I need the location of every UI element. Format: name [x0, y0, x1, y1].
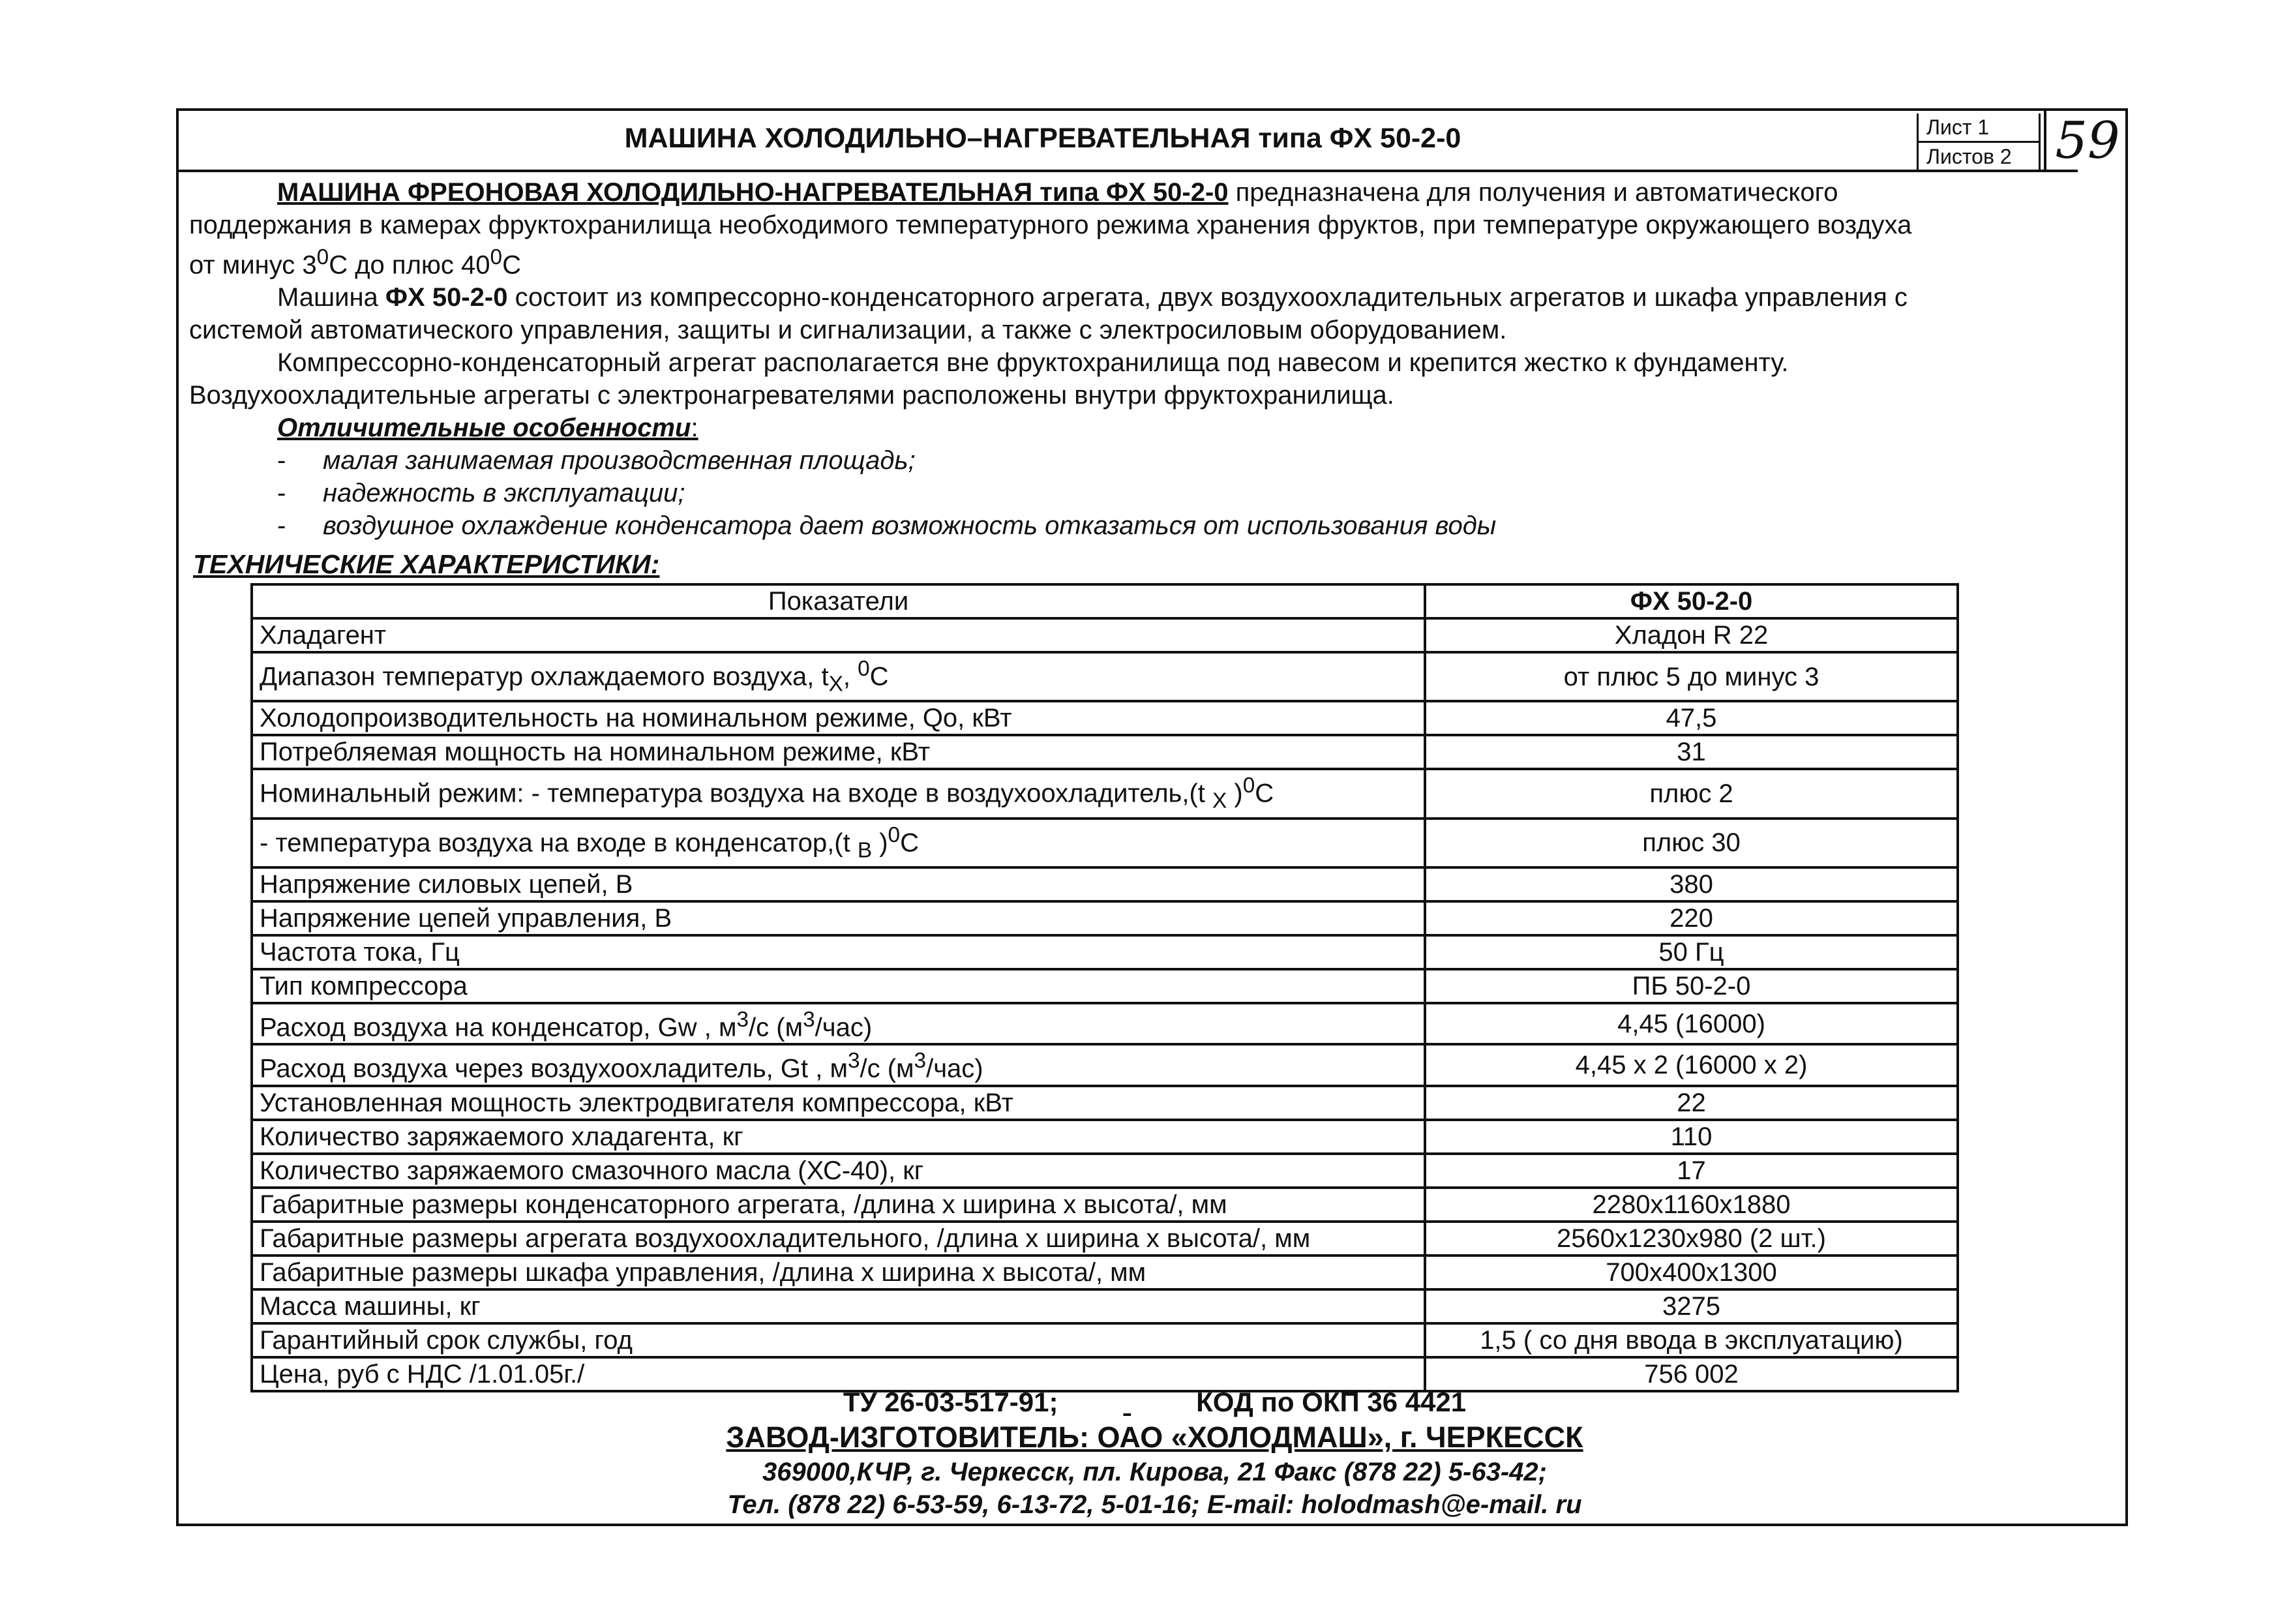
value-cell: 110 [1425, 1120, 1958, 1154]
bullet-dash: - [277, 479, 286, 508]
text-fragment: - температура воздуха на входе в конденсатор,(t [260, 828, 858, 857]
value-cell: 220 [1425, 901, 1958, 935]
title-row [179, 111, 2078, 172]
feature-text: воздушное охлаждение конденсатора дает возможность отказаться от использования воды [323, 511, 1497, 541]
value-cell: 50 Гц [1425, 935, 1958, 969]
intro-paragraph-3: Компрессорно-конденсаторный агрегат располагается вне фруктохранилища под навесом и крепится жестко к фундаменту. [277, 348, 1789, 378]
text-fragment: Расход воздуха через воздухоохладитель, Gt , м [260, 1054, 848, 1083]
spec-table-header [252, 584, 1958, 618]
table-row [252, 935, 1958, 969]
sheet-number: Лист 1 [1919, 113, 2039, 143]
intro-lead-bold: МАШИНА ФРЕОНОВАЯ ХОЛОДИЛЬНО-НАГРЕВАТЕЛЬНАЯ типа ФХ 50-2-0 [277, 178, 1229, 207]
feature-item [189, 444, 2119, 477]
superscript: 0 [490, 245, 503, 269]
superscript: 3 [803, 1007, 815, 1032]
param-cell: Цена, руб с НДС /1.01.05г./ [252, 1357, 1425, 1391]
param-cell: Холодопроизводительность на номинальном режиме, Qo, кВт [252, 701, 1425, 735]
text-fragment: от минус 3 [189, 250, 317, 280]
text-fragment: С до плюс 40 [329, 250, 490, 280]
intro-paragraph-3-line-2: Воздухоохладительные агрегаты с электронагревателями расположены внутри фруктохранилища. [189, 381, 1394, 410]
table-row [252, 701, 1958, 735]
feature-item [189, 509, 2119, 542]
value-cell: 700х400х1300 [1425, 1256, 1958, 1289]
table-row [252, 901, 1958, 935]
intro-section [189, 176, 2119, 542]
subscript: X [828, 672, 843, 697]
value-cell: 2280х1160х1880 [1425, 1188, 1958, 1222]
value-cell: Хладон R 22 [1425, 618, 1958, 652]
table-row [252, 819, 1958, 867]
table-row [252, 1188, 1958, 1222]
subscript: X [1212, 789, 1227, 813]
param-cell: Габаритные размеры конденсаторного агрегата, /длина х ширина х высота/, мм [252, 1188, 1425, 1222]
value-cell: от плюс 5 до минус 3 [1425, 652, 1958, 701]
footer [179, 1385, 2131, 1521]
param-cell [252, 819, 1425, 867]
address: 369000,КЧР, г. Черкесск, пл. Кирова, 21 Факс (878 22) 5-63-42; [762, 1458, 1547, 1486]
param-cell: Количество заряжаемого хладагента, кг [252, 1120, 1425, 1154]
text-fragment: С [502, 250, 521, 280]
bullet-dash: - [277, 511, 286, 541]
value-cell: 4,45 х 2 (16000 х 2) [1425, 1044, 1958, 1085]
table-row [252, 1289, 1958, 1323]
table-row [252, 652, 1958, 701]
table-row [252, 1086, 1958, 1120]
table-row [252, 969, 1958, 1003]
document-title: МАШИНА ХОЛОДИЛЬНО–НАГРЕВАТЕЛЬНАЯ типа ФХ 50-2-0 [624, 123, 1461, 154]
value-cell: 1,5 ( со дня ввода в эксплуатацию) [1425, 1323, 1958, 1357]
param-cell: Количество заряжаемого смазочного масла (ХС-40), кг [252, 1154, 1425, 1188]
features-title: Отличительные особенности [277, 414, 691, 443]
feature-text: малая занимаемая производственная площадь; [323, 446, 916, 475]
param-cell: Габаритные размеры шкафа управления, /длина х ширина х высота/, мм [252, 1256, 1425, 1289]
model-name: ФХ 50-2-0 [385, 283, 508, 312]
intro-paragraph-2 [189, 281, 2119, 314]
text-fragment: С [900, 828, 919, 857]
feature-text: надежность в эксплуатации; [323, 479, 685, 508]
table-row [252, 769, 1958, 818]
param-cell: Хладагент [252, 618, 1425, 652]
text-fragment: Номинальный режим: - температура воздуха на входе в воздухоохладитель,(t [260, 779, 1213, 808]
intro-paragraph-2-line-2: системой автоматического управления, защиты и сигнализации, а также с электросиловым оборудованием. [189, 316, 1507, 345]
okp-code: КОД по ОКП 36 4421 [1196, 1387, 1467, 1417]
value-cell: плюс 30 [1425, 819, 1958, 867]
text-fragment: С [869, 662, 889, 691]
table-row [252, 1003, 1958, 1044]
intro-line-3 [189, 241, 2119, 281]
tech-specs-heading: ТЕХНИЧЕСКИЕ ХАРАКТЕРИСТИКИ: [193, 549, 660, 579]
sheets-total: Листов 2 [1926, 145, 2012, 168]
footer-codes [179, 1385, 2131, 1419]
features-heading [189, 412, 2119, 444]
param-cell [252, 1044, 1425, 1085]
value-cell: 4,45 (16000) [1425, 1003, 1958, 1044]
manufacturer: ЗАВОД-ИЗГОТОВИТЕЛЬ: ОАО «ХОЛОДМАШ», г. ЧЕРКЕССК [726, 1421, 1583, 1454]
param-cell: Напряжение силовых цепей, В [252, 867, 1425, 901]
column-header-parameter: Показатели [252, 584, 1425, 618]
text-fragment: /час) [926, 1054, 983, 1083]
text-fragment: Диапазон температур охлаждаемого воздуха, t [260, 662, 829, 691]
table-row [252, 1044, 1958, 1085]
superscript: 3 [847, 1049, 860, 1074]
features-colon: : [691, 414, 698, 443]
superscript: 3 [736, 1007, 749, 1032]
param-cell: Тип компрессора [252, 969, 1425, 1003]
text-fragment: ) [872, 828, 888, 857]
intro-lead-rest: предназначена для получения и автоматического [1228, 178, 1838, 207]
intro-line-2: поддержания в камерах фруктохранилища необходимого температурного режима хранения фруктов, при температуре окружающего воздуха [189, 211, 1912, 239]
value-cell: 17 [1425, 1154, 1958, 1188]
tu-code: ТУ 26-03-517-91; [843, 1387, 1058, 1417]
value-cell: 3275 [1425, 1289, 1958, 1323]
param-cell [252, 769, 1425, 818]
superscript: 0 [858, 657, 870, 681]
table-row [252, 618, 1958, 652]
value-cell: 756 002 [1425, 1357, 1958, 1391]
text-fragment: Машина [277, 283, 385, 312]
param-cell: Потребляемая мощность на номинальном режиме, кВт [252, 735, 1425, 769]
feature-item [189, 477, 2119, 509]
table-row [252, 867, 1958, 901]
text-fragment: Расход воздуха на конденсатор, Gw , м [260, 1013, 737, 1042]
superscript: 0 [888, 822, 901, 847]
param-cell: Масса машины, кг [252, 1289, 1425, 1323]
value-cell: 47,5 [1425, 701, 1958, 735]
table-row [252, 1222, 1958, 1256]
superscript: 0 [316, 245, 329, 269]
text-fragment: /час) [815, 1013, 873, 1042]
value-cell: 380 [1425, 867, 1958, 901]
page-number: 59 [2044, 110, 2129, 172]
param-cell: Частота тока, Гц [252, 935, 1425, 969]
value-cell: 22 [1425, 1086, 1958, 1120]
param-cell: Установленная мощность электродвигателя компрессора, кВт [252, 1086, 1425, 1120]
table-row [252, 1256, 1958, 1289]
table-row [252, 1323, 1958, 1357]
param-cell [252, 1003, 1425, 1044]
column-header-model: ФХ 50-2-0 [1425, 584, 1958, 618]
sheet-info-box [1917, 113, 2041, 171]
document-frame [176, 108, 2128, 1526]
param-cell: Габаритные размеры агрегата воздухоохладительного, /длина х ширина х высота/, мм [252, 1222, 1425, 1256]
table-row [252, 735, 1958, 769]
subscript: В [857, 837, 873, 862]
value-cell: ПБ 50-2-0 [1425, 969, 1958, 1003]
spec-table [250, 583, 1959, 1392]
text-fragment: /с (м [749, 1013, 803, 1042]
contacts: Тел. (878 22) 6-53-59, 6-13-72, 5-01-16; E-mail: holodmash@e-mail. ru [727, 1490, 1582, 1519]
table-row [252, 1120, 1958, 1154]
text-fragment: С [1255, 779, 1274, 808]
param-cell: Гарантийный срок службы, год [252, 1323, 1425, 1357]
superscript: 0 [1242, 774, 1255, 798]
text-fragment: , [843, 662, 858, 691]
text-fragment: ) [1227, 779, 1243, 808]
param-cell: Напряжение цепей управления, В [252, 901, 1425, 935]
table-row [252, 1154, 1958, 1188]
intro-paragraph-1 [189, 176, 2119, 209]
text-fragment: /с (м [860, 1054, 914, 1083]
bullet-dash: - [277, 446, 286, 475]
text-fragment: состоит из компрессорно-конденсаторного агрегата, двух воздухоохладительных агрегатов и шкафа управления с [507, 283, 1908, 312]
param-cell [252, 652, 1425, 701]
value-cell: 2560х1230х980 (2 шт.) [1425, 1222, 1958, 1256]
value-cell: 31 [1425, 735, 1958, 769]
superscript: 3 [914, 1049, 927, 1074]
value-cell: плюс 2 [1425, 769, 1958, 818]
